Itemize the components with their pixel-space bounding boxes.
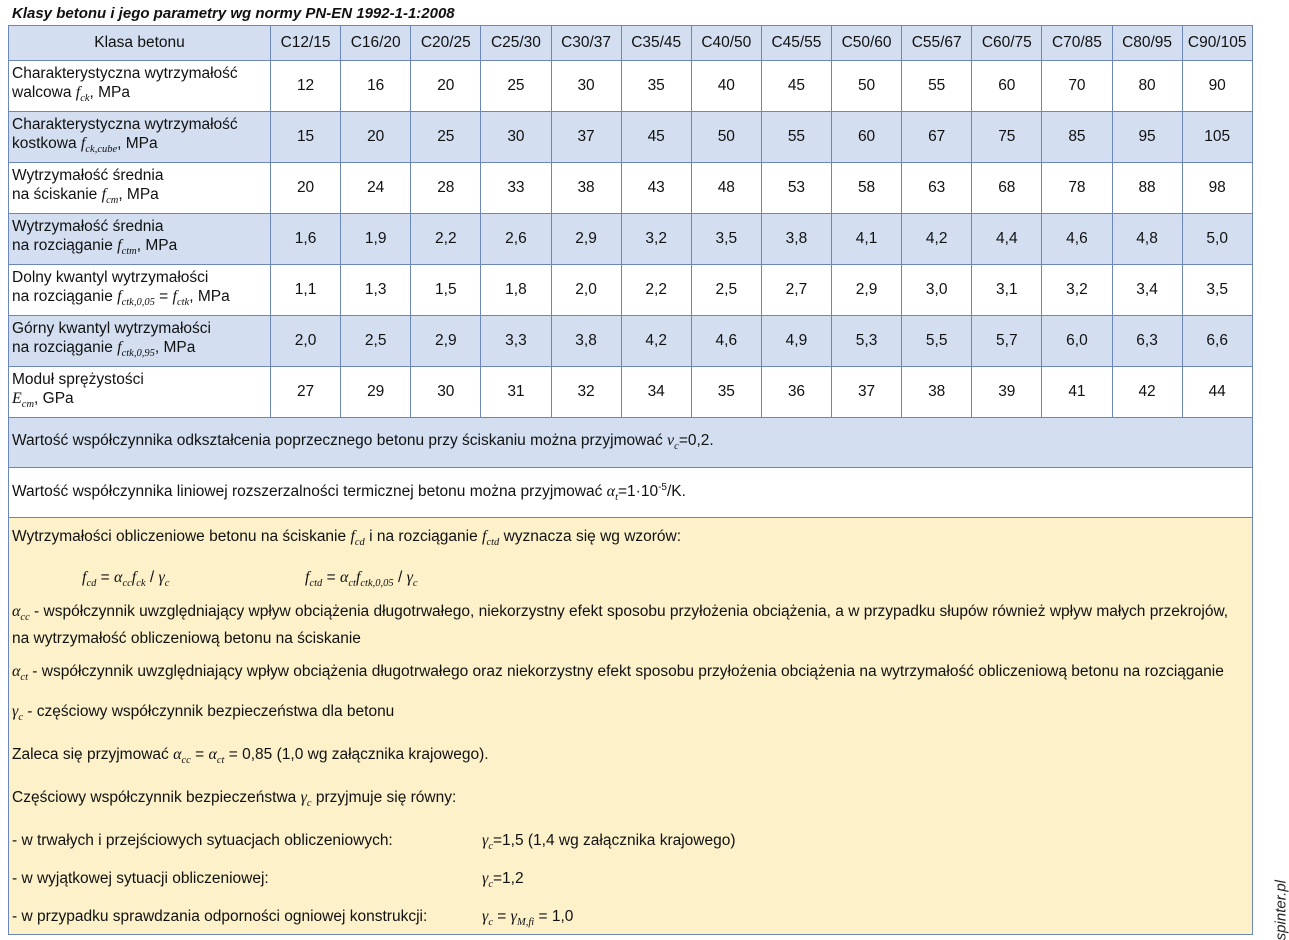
row-label-line2: na rozciąganie [12,338,118,356]
value-cell: 2,0 [271,316,341,367]
note-text: Wartość współczynnika odkształcenia poprzecznego betonu przy ściskaniu można przyjmować [12,432,668,450]
case-label: - w wyjątkowej sytuacji obliczeniowej: [12,870,269,888]
value-cell: 40 [691,61,761,112]
value-cell: 1,6 [271,214,341,265]
note-unit: /K. [666,482,686,500]
text: - współczynnik uwzględniający wpływ obciążenia długotrwałego, niekorzystny efekt sposobu przyłożenia obciążenia, a w przypadku słupów również wpływ małych przekrojów, na wytrzymałość obliczeniową betonu na ściskanie [12,603,1229,648]
value-cell: 3,5 [1182,265,1252,316]
operator: / [393,569,407,587]
value-cell: 35 [691,367,761,418]
table-row [9,265,1253,316]
value-cell: 4,1 [832,214,902,265]
text: wyznacza się wg wzorów: [499,528,682,545]
note-text: Wartość współczynnika liniowej rozszerzalności termicznej betonu można przyjmować [12,482,607,500]
row-label-line2: kostkowa [12,134,81,152]
value-cell: 38 [902,367,972,418]
value-cell: 2,5 [341,316,411,367]
design-intro [12,526,1249,553]
header-class-cell: C60/75 [972,26,1042,61]
value-cell: 70 [1042,61,1112,112]
row-label [9,316,271,367]
row-label-line1: Dolny kwantyl wytrzymałości [12,268,209,286]
value-cell: 29 [341,367,411,418]
value-cell: 42 [1112,367,1182,418]
value-cell: 48 [691,163,761,214]
value-cell: 3,2 [1042,265,1112,316]
value-cell: 27 [271,367,341,418]
value-cell: 20 [411,61,481,112]
header-class-cell: C80/95 [1112,26,1182,61]
value-cell: 80 [1112,61,1182,112]
text: - współczynnik uwzględniający wpływ obciążenia długotrwałego oraz niekorzystny efekt sposobu przyłożenia obciążenia na wytrzymałość obliczeniową betonu na rozciąganie [27,663,1224,681]
gamma-c-symbol: $\gamma_c$ [12,702,23,723]
alpha-cc-symbol: $\alpha_{cc}$ [12,603,30,624]
value-cell: 78 [1042,163,1112,214]
header-class-cell: C20/25 [411,26,481,61]
value-cell: 98 [1182,163,1252,214]
header-class-cell: C70/85 [1042,26,1112,61]
fcd-symbol: $f_{cd}$ [350,528,365,549]
poisson-note-cell [9,418,1253,468]
value-cell: 20 [341,112,411,163]
row-label [9,112,271,163]
row-label-line1: Charakterystyczna wytrzymałość [12,64,238,82]
value-cell: 25 [481,61,551,112]
value-cell: 41 [1042,367,1112,418]
alpha-ct-symbol: $\alpha_{ct}$ [208,745,225,766]
value-cell: 90 [1182,61,1252,112]
table-row [9,316,1253,367]
row-label-line1: Wytrzymałość średnia [12,166,164,184]
value-cell: 43 [621,163,691,214]
formula-fcd [82,567,169,594]
value-cell: 30 [411,367,481,418]
value-cell: 3,3 [481,316,551,367]
value-cell: 2,2 [411,214,481,265]
case-value [482,868,524,895]
value: = 1,0 [534,908,574,926]
value-cell: 53 [761,163,831,214]
row-label-line2: na rozciąganie [12,236,118,254]
value-cell: 39 [972,367,1042,418]
value-cell: 3,8 [761,214,831,265]
operator: = [96,569,115,587]
value-cell: 55 [902,61,972,112]
value-cell: 2,0 [551,265,621,316]
value-cell: 1,8 [481,265,551,316]
alpha-ct-symbol: $\alpha_{ct}$ [12,663,28,684]
header-class-cell: C16/20 [341,26,411,61]
header-class-cell: C50/60 [832,26,902,61]
value-cell: 1,1 [271,265,341,316]
row-label [9,367,271,418]
value-cell: 3,4 [1112,265,1182,316]
symbol: $f_{ctk,0,05}$ [355,569,394,590]
header-class-cell: C30/37 [551,26,621,61]
design-formulas [12,567,1249,589]
nu-symbol: $\nu_c$ [667,432,679,453]
text: i na rozciąganie [364,528,482,545]
gamma-c-symbol: $\gamma_c$ [482,908,493,929]
value: = [492,908,511,926]
value-cell: 44 [1182,367,1252,418]
operator: = [190,745,209,763]
alpha-cc-definition [12,601,1249,649]
row-label-line2: na ściskanie [12,185,102,203]
row-label-line2: walcowa [12,83,76,101]
row-label-line2: na rozciąganie [12,287,118,305]
table-row [9,367,1253,418]
row-unit: , MPa [89,83,131,101]
value-cell: 68 [972,163,1042,214]
value-cell: 1,3 [341,265,411,316]
symbol: $f_{cd}$ [82,569,97,590]
symbol: $f_{ctd}$ [305,569,323,590]
value-cell: 50 [832,61,902,112]
value-cell: 45 [761,61,831,112]
poisson-note [9,418,1253,468]
value-cell: 75 [972,112,1042,163]
header-class-cell: C40/50 [691,26,761,61]
value-cell: 34 [621,367,691,418]
row-label-line1: Górny kwantyl wytrzymałości [12,319,211,337]
row-unit: , GPa [34,389,74,407]
value-cell: 4,2 [621,316,691,367]
header-class-cell: C55/67 [902,26,972,61]
value: =1,2 [492,870,524,888]
value-cell: 85 [1042,112,1112,163]
text: - częściowy współczynnik bezpieczeństwa dla betonu [22,702,395,720]
row-label [9,163,271,214]
text: Wytrzymałości obliczeniowe betonu na ściskanie [12,528,351,545]
value-cell: 4,4 [972,214,1042,265]
row-symbol: $f_{cm}$ [101,185,119,207]
text: = 0,85 (1,0 wg załącznika krajowego). [224,745,489,763]
value-cell: 4,6 [1042,214,1112,265]
value-cell: 6,0 [1042,316,1112,367]
row-unit: , MPa [189,287,230,305]
partial-factor-case [12,906,1249,928]
text: Zaleca się przyjmować [12,745,174,763]
value-cell: 55 [761,112,831,163]
row-label [9,61,271,112]
fctd-symbol: $f_{ctd}$ [482,528,500,549]
value-cell: 50 [691,112,761,163]
row-label [9,214,271,265]
thermal-note [9,468,1253,518]
value-cell: 67 [902,112,972,163]
gamma-c-definition [12,701,1249,728]
value-cell: 2,7 [761,265,831,316]
value-cell: 2,9 [411,316,481,367]
value-cell: 2,5 [691,265,761,316]
symbol: $\gamma_c$ [158,569,170,590]
value-cell: 6,3 [1112,316,1182,367]
header-class-cell: C25/30 [481,26,551,61]
value-cell: 2,2 [621,265,691,316]
row-label-line1: Moduł sprężystości [12,370,144,388]
row-label-line1: Charakterystyczna wytrzymałość [12,115,238,133]
value-cell: 15 [271,112,341,163]
value-cell: 95 [1112,112,1182,163]
value-cell: 37 [551,112,621,163]
value-cell: 2,6 [481,214,551,265]
partial-factor-case [12,868,1249,890]
value-cell: 20 [271,163,341,214]
value-cell: 5,3 [832,316,902,367]
value-cell: 32 [551,367,621,418]
value-cell: 3,2 [621,214,691,265]
row-unit: , MPa [117,134,158,152]
value-cell: 63 [902,163,972,214]
value-cell: 2,9 [832,265,902,316]
value-cell: 35 [621,61,691,112]
value-cell: 28 [411,163,481,214]
value-cell: 36 [761,367,831,418]
value-cell: 1,9 [341,214,411,265]
watermark: spinter.pl [1272,880,1289,940]
value-cell: 31 [481,367,551,418]
value-cell: 37 [832,367,902,418]
value-cell: 2,9 [551,214,621,265]
row-symbol: $E_{cm}$ [12,389,35,411]
value-cell: 3,0 [902,265,972,316]
table-row [9,214,1253,265]
row-label [9,265,271,316]
symbol: $\alpha_{ct}$ [339,569,356,590]
thermal-note-cell [9,468,1253,518]
value-cell: 60 [832,112,902,163]
note-value: =1·10 [618,482,659,500]
concrete-classes-table [8,25,1253,935]
row-symbol: $f_{ctk,0,05}$ [117,287,155,309]
row-symbol: $f_{ctk}$ [172,287,190,309]
text: przyjmuje się równy: [311,788,457,806]
table-row [9,163,1253,214]
row-unit: , MPa [136,236,178,254]
table-row [9,112,1253,163]
table-row [9,61,1253,112]
text: Częściowy współczynnik bezpieczeństwa [12,788,301,806]
value-cell: 1,5 [411,265,481,316]
value-cell: 45 [621,112,691,163]
page-title: Klasy betonu i jego parametry wg normy PN-EN 1992-1-1:2008 [12,5,455,22]
case-label: - w przypadku sprawdzania odporności ogniowej konstrukcji: [12,908,428,926]
value-cell: 58 [832,163,902,214]
design-strength-cell [9,518,1253,935]
value-cell: 88 [1112,163,1182,214]
value-cell: 4,6 [691,316,761,367]
value-cell: 3,8 [551,316,621,367]
value-cell: 6,6 [1182,316,1252,367]
header-first-cell: Klasa betonu [9,26,271,61]
design-strength-section [9,518,1253,935]
header-class-cell: C35/45 [621,26,691,61]
value-cell: 12 [271,61,341,112]
formula-fctd [305,567,418,594]
case-label: - w trwałych i przejściowych sytuacjach obliczeniowych: [12,832,393,850]
gamma-c-symbol: $\gamma_c$ [482,870,493,891]
value-cell: 4,9 [761,316,831,367]
value-cell: 5,0 [1182,214,1252,265]
value-cell: 38 [551,163,621,214]
value-cell: 30 [551,61,621,112]
partial-factor-intro [12,787,1249,814]
value-cell: 30 [481,112,551,163]
row-symbol: $f_{ctk,0,95}$ [117,338,155,360]
alpha-cc-symbol: $\alpha_{cc}$ [173,745,191,766]
value-cell: 25 [411,112,481,163]
header-row [9,26,1253,61]
value-cell: 3,1 [972,265,1042,316]
case-value [482,906,573,933]
recommendation [12,744,1249,771]
row-unit: , MPa [154,338,196,356]
value-cell: 33 [481,163,551,214]
row-symbol: $f_{ck}$ [75,83,90,105]
alpha-ct-definition [12,661,1249,688]
value: =1,5 (1,4 wg załącznika krajowego) [492,832,736,850]
note-value: =0,2. [678,432,714,450]
operator: = [322,569,340,587]
header-class-cell: C12/15 [271,26,341,61]
gamma-c-symbol: $\gamma_c$ [300,788,312,810]
value-cell: 5,5 [902,316,972,367]
header-class-cell: C90/105 [1182,26,1252,61]
value-cell: 5,7 [972,316,1042,367]
row-equals: = [154,287,173,305]
alpha-symbol: $\alpha_t$ [606,482,618,504]
row-unit: , MPa [118,185,159,203]
row-symbol: $f_{ctm}$ [117,236,137,258]
symbol: $\gamma_c$ [406,569,418,590]
exponent: -5 [658,481,667,493]
value-cell: 24 [341,163,411,214]
header-class-cell: C45/55 [761,26,831,61]
value-cell: 4,8 [1112,214,1182,265]
row-symbol: $f_{ck,cube}$ [80,134,118,156]
value-cell: 60 [972,61,1042,112]
value-cell: 4,2 [902,214,972,265]
row-label-line1: Wytrzymałość średnia [12,217,164,235]
gamma-c-symbol: $\gamma_c$ [482,832,493,853]
gamma-mfi-symbol: $\gamma_{M,fi}$ [510,908,535,929]
symbol: $\alpha_{cc}$ [114,569,132,590]
symbol: $f_{ck}$ [131,569,146,590]
case-value [482,830,736,857]
value-cell: 3,5 [691,214,761,265]
value-cell: 105 [1182,112,1252,163]
partial-factor-case [12,830,1249,852]
value-cell: 16 [341,61,411,112]
operator: / [145,569,159,587]
